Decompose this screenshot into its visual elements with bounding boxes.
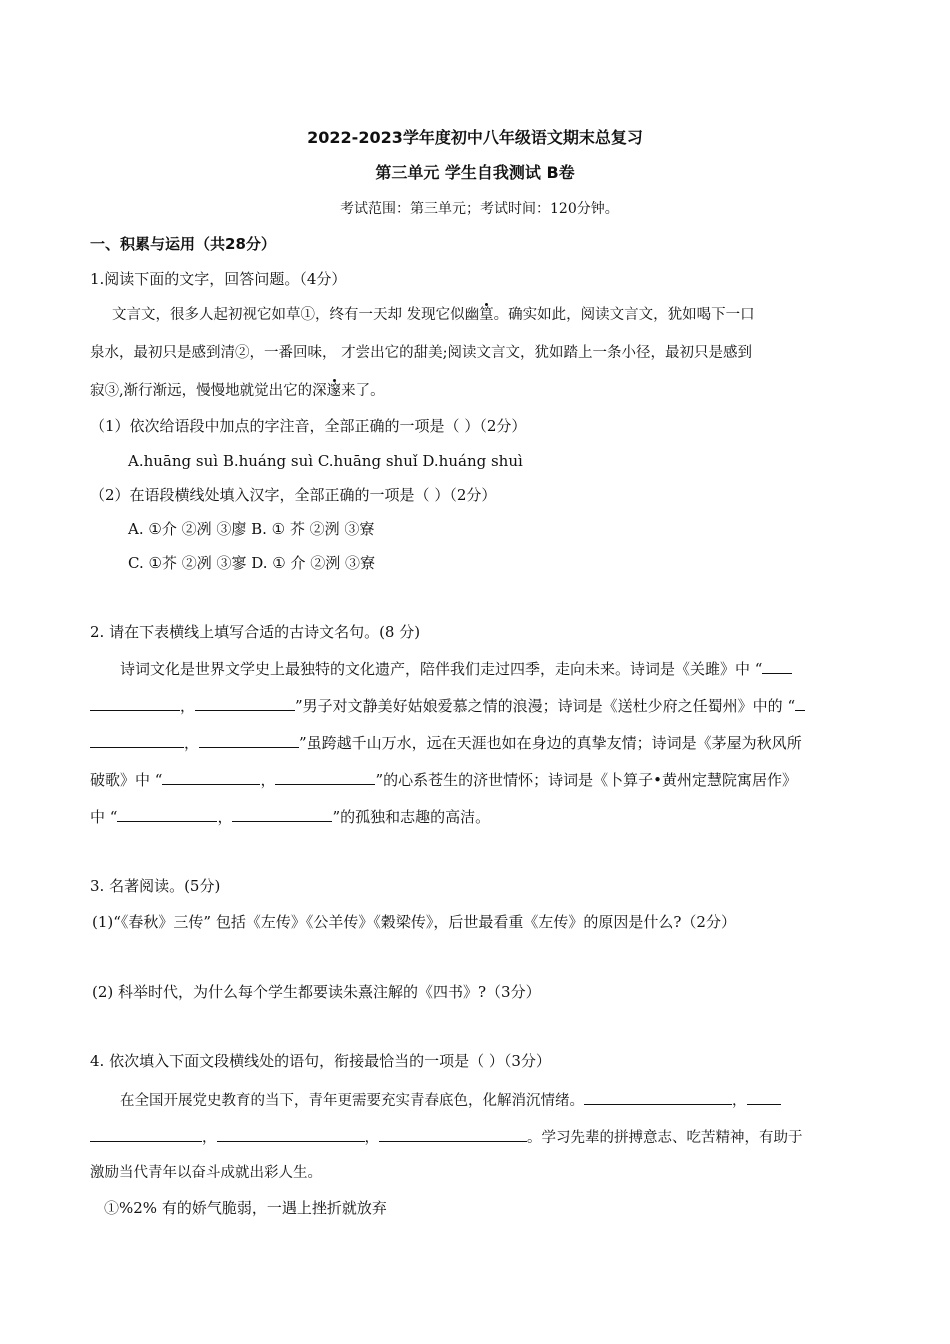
q1-para-line3: 寂③,渐行渐远，慢慢地就觉出它的深邃来了。: [90, 383, 385, 399]
q3-prompt: 3. 名著阅读。(5分): [90, 877, 221, 895]
q1-para-line1: 文言文，很多人起初视它如草①，终有一天却 发现它似幽篁。确实如此，阅读文言文，犹如喝下一口: [112, 307, 755, 323]
q4-option-1: ①%2% 有的娇气脆弱，一遇上挫折就放弃: [104, 1199, 387, 1217]
q4-line1: 在全国开展党史教育的当下，青年更需要充实青春底色，化解消沉情绪。 ，: [120, 1089, 781, 1111]
blank-line: [762, 658, 792, 674]
q1-sub1: （1）依次给语段中加点的字注音，全部正确的一项是（ ）（2分）: [90, 417, 527, 435]
dotted-char: 篁: [479, 307, 494, 323]
q2-line1: 诗词文化是世界文学史上最独特的文化遗产，陪伴我们走过四季，走向未来。诗词是《关雎》中 “: [120, 658, 792, 679]
q3-sub2: (2) 科举时代，为什么每个学生都要读朱熹注解的《四书》?（3分）: [92, 983, 541, 1001]
q1-sub1-options: A.huāng suì B.huáng suì C.huāng shuǐ D.huáng shuì: [128, 452, 523, 470]
q1-prompt: 1.阅读下面的文字，回答问题。（4分）: [90, 270, 347, 288]
doc-title: 2022-2023学年度初中八年级语文期末总复习: [307, 128, 643, 147]
section-heading: 一、积累与运用（共28分）: [90, 235, 276, 253]
blank-line: [199, 732, 299, 748]
q2-line2: ， ”男子对文静美好姑娘爱慕之情的浪漫；诗词是《送杜少府之任蜀州》中的 “: [90, 695, 805, 716]
q2-prompt: 2. 请在下表横线上填写合适的古诗文名句。(8 分): [90, 623, 421, 641]
q3-sub1: (1)“《春秋》三传” 包括《左传》《公羊传》《穀梁传》，后世最看重《左传》的原因是什么?（2分）: [92, 913, 736, 931]
exam-info: 考试范围：第三单元；考试时间：120分钟。: [340, 201, 619, 217]
blank-line: [195, 695, 295, 711]
dotted-char: 邃: [326, 383, 342, 399]
q4-prompt: 4. 依次填入下面文段横线处的语句，衔接最恰当的一项是（ ）（3分）: [90, 1052, 551, 1070]
q4-line3: 激励当代青年以奋斗成就出彩人生。: [90, 1165, 322, 1181]
blank-line: [90, 732, 184, 748]
q1-sub2-options-cd: C. ①芥 ②冽 ③寥 D. ① 介 ②洌 ③寮: [128, 554, 376, 572]
q1-sub2-options-ab: A. ①介 ②冽 ③廖 B. ① 芥 ②洌 ③寮: [128, 520, 375, 538]
q2-line5: 中 “ ， ”的孤独和志趣的高洁。: [90, 808, 491, 826]
doc-subtitle: 第三单元 学生自我测试 B卷: [375, 163, 575, 182]
q4-line2: ， ， 。学习先辈的拼搏意志、吃苦精神，有助于: [90, 1126, 803, 1148]
q1-para-line2: 泉水，最初只是感到清②，一番回味， 才尝出它的甜美;阅读文言文，犹如踏上一条小径，最初只是感到: [90, 345, 752, 361]
blank-line: [162, 769, 260, 785]
blank-line: [117, 806, 217, 822]
blank-line: [747, 1089, 781, 1105]
blank-line: [90, 1126, 202, 1142]
blank-line: [584, 1089, 732, 1105]
blank-line: [275, 769, 375, 785]
q1-sub2: （2）在语段横线处填入汉字，全部正确的一项是（ ）（2分）: [90, 486, 497, 504]
blank-line: [379, 1126, 527, 1142]
blank-line: [217, 1126, 365, 1142]
q2-line3: ， ”虽跨越千山万水，远在天涯也如在身边的真挚友情；诗词是《茅屋为秋风所: [90, 732, 802, 753]
blank-line: [795, 695, 805, 711]
blank-line: [232, 806, 332, 822]
blank-line: [90, 695, 180, 711]
q2-line4: 破歌》中 “ ， ”的心系苍生的济世情怀；诗词是《卜算子•黄州定慧院寓居作》: [90, 771, 797, 789]
